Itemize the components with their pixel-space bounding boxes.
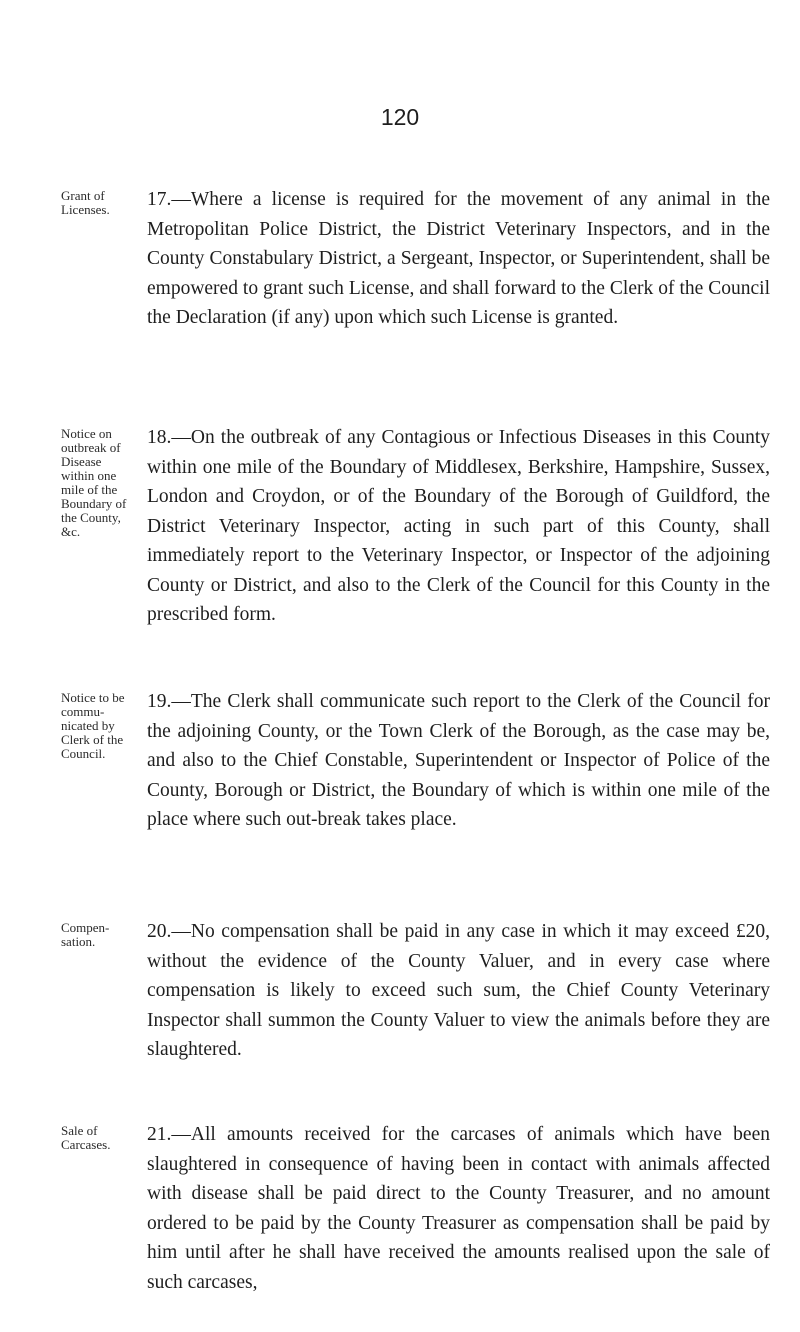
paragraph [147, 423, 770, 630]
section-number: 17. [147, 189, 172, 210]
paragraph-text: —On the outbreak of any Contagious or Infectious Diseases in this County within one mile of the Boundary of Middlesex, Berkshire, Hampshire, Sussex, London and Croydon, or of the Boundary of the Borough of Guildford, the District Veterinary Inspector, acting in such part of this County, shall immediately report to the Veterinary Inspector, or Inspector of the adjoining County or District, and also to the Clerk of the Council for this County in the prescribed form. [147, 427, 770, 625]
margin-note: Sale of Carcases. [61, 1123, 111, 1152]
paragraph-text: —All amounts received for the carcases of animals which have been slaughtered in consequence of having been in contact with animals affected with disease shall be paid direct to the County Treasurer, and no amount ordered to be paid by the County Treasurer as compensation shall be paid by him until after he shall have received the amounts realised upon the sale of such carcases, [147, 1124, 770, 1293]
margin-note: Notice on outbreak of Disease within one mile of the Boundary of the County, &c. [61, 426, 127, 539]
margin-note: Compen-sation. [61, 920, 110, 949]
page-number: 120 [380, 104, 420, 130]
section-number: 18. [147, 427, 172, 448]
paragraph-text: —The Clerk shall communicate such report to the Clerk of the Council for the adjoining County, or the Town Clerk of the Borough, as the case may be, and also to the Chief Constable, Superintendent or Inspector of Police of the County, Borough or District, the Boundary of which is within one mile of the place where such out-break takes place. [147, 691, 770, 830]
paragraph [147, 687, 770, 835]
paragraph-text: —Where a license is required for the movement of any animal in the Metropolitan Police District, the District Veterinary Inspectors, and in the County Constabulary District, a Sergeant, Inspector, or Superintendent, shall be empowered to grant such License, and shall forward to the Clerk of the Council the Declaration (if any) upon which such License is granted. [147, 189, 770, 328]
section-number: 20. [147, 921, 172, 942]
section-number: 21. [147, 1124, 172, 1145]
margin-note: Notice to be commu-nicated by Clerk of the Council. [61, 690, 125, 761]
paragraph-text: —No compensation shall be paid in any case in which it may exceed £20, without the evidence of the County Valuer, and in every case where compensation is likely to exceed such sum, the Chief County Veterinary Inspector shall summon the County Valuer to view the animals before they are slaughtered. [147, 921, 770, 1060]
paragraph [147, 917, 770, 1065]
paragraph [147, 1120, 770, 1297]
paragraph [147, 185, 770, 333]
section-number: 19. [147, 691, 172, 712]
margin-note: Grant of Licenses. [61, 188, 110, 217]
